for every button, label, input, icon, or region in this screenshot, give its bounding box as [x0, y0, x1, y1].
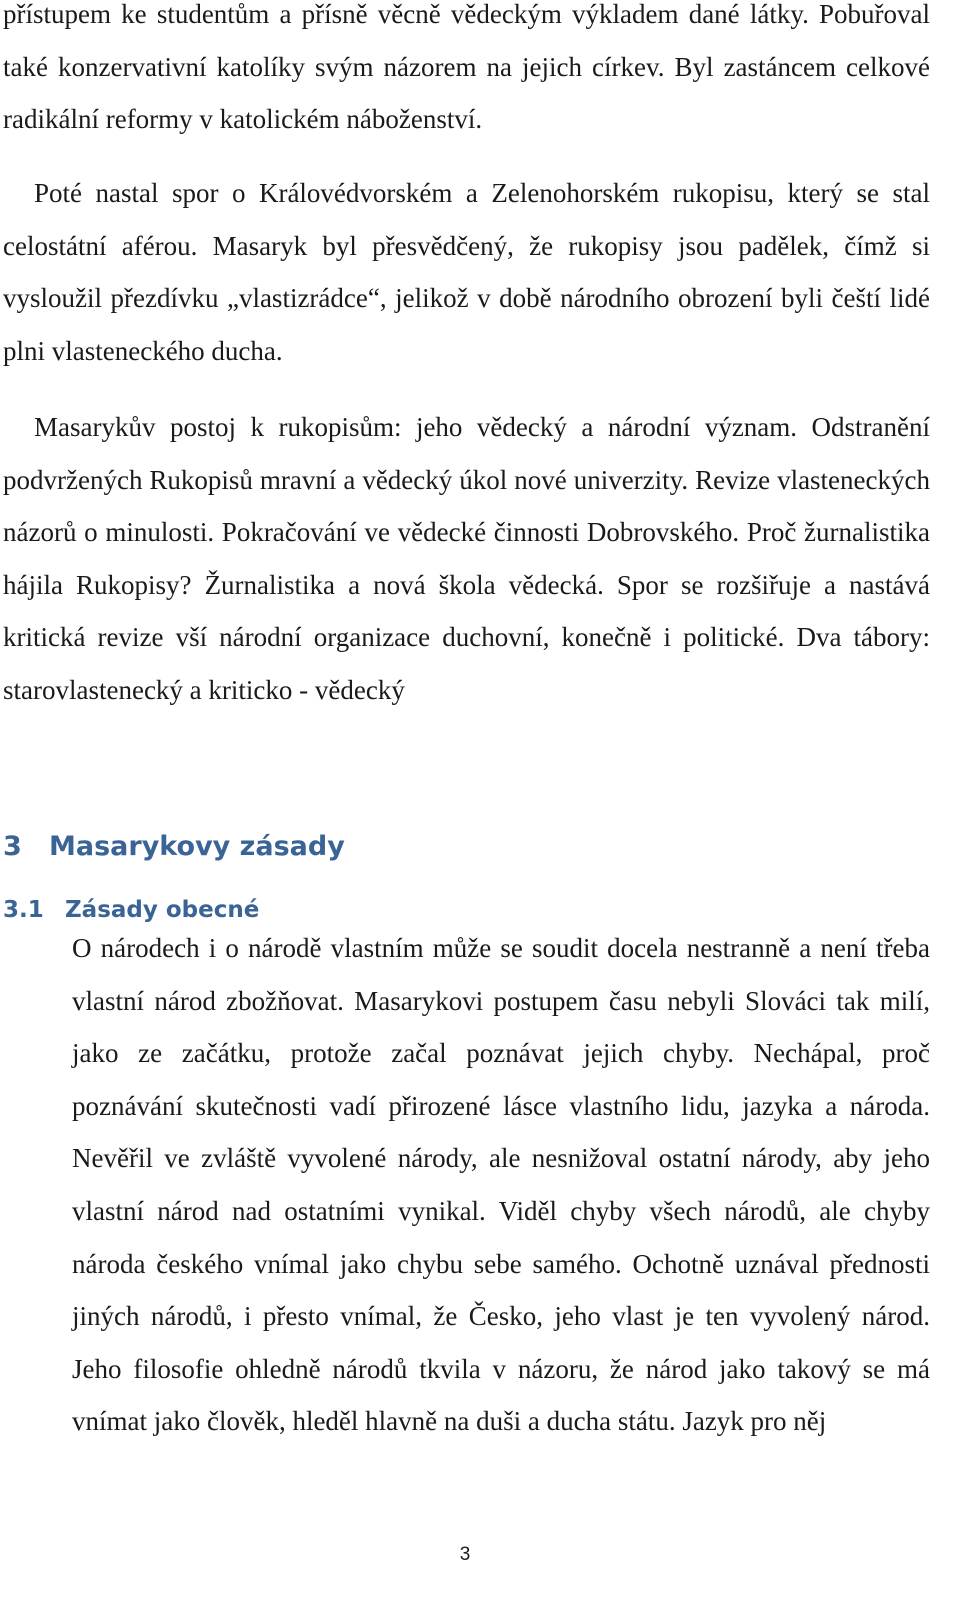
subsection-title: Zásady obecné — [65, 897, 260, 923]
section-title: Masarykovy zásady — [49, 831, 345, 862]
section-number: 3 — [3, 831, 22, 862]
paragraph-manuscripts-stance: Masarykův postoj k rukopisům: jeho vědecký a národní význam. Odstranění podvržených Rukopisů mravní a vědecký úkol nové univerzity. Revize vlasteneckých názorů o minulosti. Pokračování ve vědecké činnosti Dobrovského. Proč žurnalistika hájila Rukopisy? Žurnalistika a nová škola vědecká. Spor se rozšiřuje a nastává kritická revize vší národní organizace duchovní, konečně i politické. Dva tábory: starovlastenecký a kriticko - vědecký — [3, 412, 930, 705]
section-heading — [3, 827, 345, 867]
paragraph-general-principles: O národech i o národě vlastním může se soudit docela nestranně a není třeba vlastní národ zbožňovat. Masarykovi postupem času nebyli Slováci tak milí, jako ze začátku, protože začal poznávat jejich chyby. Nechápal, proč poznávání skutečnosti vadí přirozené lásce vlastního lidu, jazyka a národa. Nevěřil ve zvláště vyvolené národy, ale nesnižoval ostatní národy, aby jeho vlastní národ nad ostatními vynikal. Viděl chyby všech národů, ale chyby národa českého vnímal jako chybu sebe samého. Ochotně uznával přednosti jiných národů, i přesto vnímal, že Česko, jeho vlast je ten vyvolený národ. Jeho filosofie ohledně národů tkvila v názoru, že národ jako takový se má vnímat jako člověk, hleděl hlavně na duši a ducha státu. Jazyk pro něj — [72, 933, 930, 1437]
page-number: 3 — [459, 1544, 471, 1565]
paragraph-continued: přístupem ke studentům a přísně věcně vědeckým výkladem dané látky. Pobuřoval také konzervativní katolíky svým názorem na jejich církev. Byl zastáncem celkové radikální reformy v katolickém náboženství. — [3, 0, 930, 135]
subsection-number: 3.1 — [3, 897, 44, 923]
paragraph-manuscripts-dispute: Poté nastal spor o Královédvorském a Zelenohorském rukopisu, který se stal celostátní aférou. Masaryk byl přesvědčený, že rukopisy jsou padělek, čímž si vysloužil přezdívku „vlastizrádce“, jelikož v době národního obrození byli čeští lidé plni vlasteneckého ducha. — [3, 178, 930, 366]
